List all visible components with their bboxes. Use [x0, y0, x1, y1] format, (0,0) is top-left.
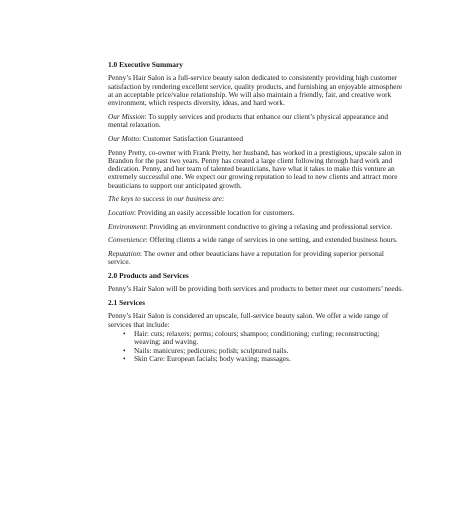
convenience-text: : Offering clients a wide range of services in one setting, and extended business hours. [145, 235, 398, 245]
section-heading-products-services: 2.0 Products and Services [108, 271, 189, 281]
environment-label: Environment [108, 221, 146, 231]
motto-label: Our Motto [108, 133, 140, 143]
owner-paragraph: Penny Pretty, co-owner with Frank Pretty, her husband, has worked in a prestigious, upscale salon in Brandon for the past two years. Penny has created a large client following through hard work and dedication. Penny, and her team of talented beauticians, have what it takes to make this venture an extremely successful one. We expect our growing reputation to lead to new clients and attract more beauticians to support our anticipated growth. [108, 147, 402, 190]
list-item-text: Hair: cuts; relaxers; perms; colours; shampoo; conditioning; curling; reconstructing; weaving; and waving. [134, 329, 380, 347]
executive-summary-paragraph: Penny’s Hair Salon is a full-service beauty salon dedicated to consistently providing high customer satisfaction by rendering excellent service, quality products, and furnishing an enjoyable atmosphere at an acceptable price/value relationship. We will also maintain a friendly, fair, and creative work environment, which respects diversity, ideas, and hard work. [108, 73, 403, 108]
bullet-icon: • [123, 353, 126, 363]
list-item [123, 353, 408, 363]
convenience-label: Convenience [108, 235, 146, 245]
motto-statement [108, 135, 408, 143]
keys-to-success-heading: The keys to success in our business are: [108, 194, 225, 204]
key-reputation [108, 250, 408, 267]
mission-text: : To supply services and products that enhance our client’s physical appearance and mental relaxation. [108, 111, 389, 130]
key-convenience [108, 236, 408, 244]
section-heading-services: 2.1 Services [108, 298, 145, 308]
list-item-text: Nails: manicures; pedicures; polish; sculptured nails. [134, 345, 289, 355]
section-heading-executive-summary: 1.0 Executive Summary [108, 60, 183, 69]
products-services-paragraph: Penny’s Hair Salon will be providing both services and products to better meet our customers’ needs. [108, 284, 403, 294]
mission-label: Our Mission [108, 111, 145, 121]
key-environment [108, 223, 408, 231]
list-item-text: Skin Care: European facials; body waxing; massages. [134, 353, 291, 363]
services-paragraph: Penny’s Hair Salon is considered an upscale, full-service beauty salon. We offer a wide range of services that include: [108, 311, 389, 329]
document-body [108, 61, 408, 363]
mission-statement [108, 113, 408, 130]
reputation-label: Reputation [108, 249, 141, 259]
location-text: : Providing an easily accessible location for customers. [133, 208, 295, 218]
key-location [108, 209, 408, 217]
bullet-icon: • [123, 329, 126, 339]
reputation-text: : The owner and other beauticians have a reputation for providing superior personal service. [108, 249, 384, 267]
services-list [108, 330, 408, 363]
motto-text: : Customer Satisfaction Guaranteed [139, 133, 243, 143]
bullet-icon: • [123, 345, 126, 355]
environment-text: : Providing an environment conductive to giving a relaxing and professional service. [145, 221, 393, 231]
list-item [123, 329, 408, 347]
location-label: Location [108, 208, 134, 218]
